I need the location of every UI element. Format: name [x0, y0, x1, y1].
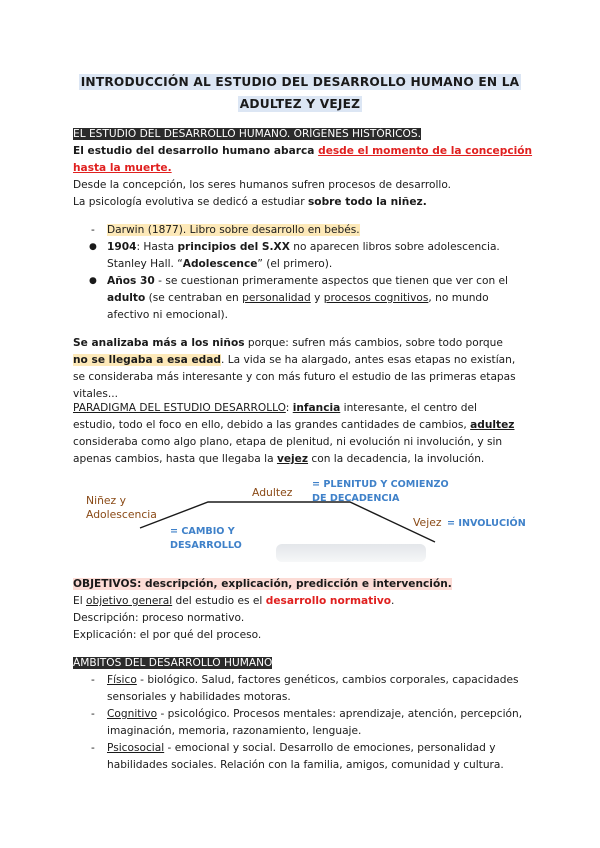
section-heading-ambitos: ÁMBITOS DEL DESARROLLO HUMANO: [73, 657, 273, 669]
ambito-physical-line-2: sensoriales y habilidades motoras.: [107, 691, 291, 703]
list-item-30s-line-2: adulto (se centraban en personalidad y procesos cognitivos, no mundo: [107, 292, 489, 304]
note-change-line-1: = CAMBIO Y: [170, 526, 235, 537]
note-change-line-2: DESARROLLO: [170, 540, 242, 551]
note-plenitude-line-2: DE DECADENCIA: [312, 493, 400, 504]
ambito-cognitive-line-1: Cognitivo - psicológico. Procesos mentales: aprendizaje, atención, percepción,: [107, 708, 523, 720]
list-marker-bullet: ●: [89, 242, 97, 252]
ambito-cognitive-line-2: imaginación, memoria, razonamiento, lenguaje.: [107, 725, 362, 737]
list-item-1904-line-2: Stanley Hall. “Adolescence” (el primero).: [107, 258, 333, 270]
lifespan-diagram: [80, 470, 526, 560]
paragraph-paradigm-line-2: estudio, todo el foco en ello, debido a las grandes cantidades de cambios, adultez: [73, 419, 515, 431]
paragraph-children-line-4: vitales...: [73, 388, 118, 400]
list-marker-dash: -: [91, 708, 95, 720]
paragraph-scope-line-2: hasta la muerte.: [73, 162, 172, 174]
objective-general: El objetivo general del estudio es el desarrollo normativo.: [73, 595, 395, 607]
list-marker-dash: -: [91, 674, 95, 686]
note-plenitude-line-1: = PLENITUD Y COMIENZO: [312, 479, 449, 490]
faded-image-fragment: [276, 544, 426, 562]
stage-adulthood: Adultez: [252, 486, 293, 499]
list-marker-dash: -: [91, 224, 95, 236]
page-title-line-2: ADULTEZ Y VEJEZ: [239, 97, 361, 111]
note-involution: = INVOLUCIÓN: [447, 518, 526, 529]
list-marker-dash: -: [91, 742, 95, 754]
list-item-darwin: Darwin (1877). Libro sobre desarrollo en bebés.: [107, 224, 360, 236]
page-title-line-1: INTRODUCCIÓN AL ESTUDIO DEL DESARROLLO HUMANO EN LA: [80, 75, 520, 89]
paragraph-children-line-1: Se analizaba más a los niños porque: sufren más cambios, sobre todo porque: [73, 337, 503, 349]
paragraph-conception: Desde la concepción, los seres humanos sufren procesos de desarrollo.: [73, 179, 452, 191]
list-item-30s-line-3: afectivo ni emocional).: [107, 309, 229, 321]
ambito-psychosocial-line-2: habilidades sociales. Relación con la familia, amigos, comunidad y cultura.: [107, 759, 504, 771]
ambito-psychosocial-line-1: Psicosocial - emocional y social. Desarrollo de emociones, personalidad y: [107, 742, 496, 754]
stage-childhood-line-2: Adolescencia: [86, 508, 157, 521]
paragraph-paradigm-line-4: apenas cambios, hasta que llegaba la vejez con la decadencia, la involución.: [73, 453, 485, 465]
list-item-1904-line-1: 1904: Hasta principios del S.XX no aparecen libros sobre adolescencia.: [107, 241, 500, 253]
paragraph-evolutive: La psicología evolutiva se dedicó a estudiar sobre todo la niñez.: [73, 196, 427, 208]
list-marker-bullet: ●: [89, 276, 97, 286]
list-item-30s-line-1: Años 30 - se cuestionan primeramente aspectos que tienen que ver con el: [107, 275, 509, 287]
paragraph-scope-line-1: El estudio del desarrollo humano abarca desde el momento de la concepción: [73, 145, 533, 157]
objective-explanation: Explicación: el por qué del proceso.: [73, 629, 262, 641]
paragraph-children-line-3: se consideraba más interesante y con más futuro el estudio de las primeras etapas: [73, 371, 516, 383]
paragraph-children-line-2: no se llegaba a esa edad. La vida se ha alargado, antes esas etapas no existían,: [73, 354, 516, 366]
paragraph-paradigm-line-1: PARADIGMA DEL ESTUDIO DESARROLLO: infancia interesante, el centro del: [73, 402, 477, 414]
stage-old-age: Vejez: [413, 516, 442, 529]
ambito-physical-line-1: Físico - biológico. Salud, factores genéticos, cambios corporales, capacidades: [107, 674, 519, 686]
stage-childhood-line-1: Niñez y: [86, 494, 127, 507]
paragraph-paradigm-line-3: consideraba como algo plano, etapa de plenitud, ni evolución ni involución, y sin: [73, 436, 503, 448]
objective-description: Descripción: proceso normativo.: [73, 612, 245, 624]
section-heading-origins: EL ESTUDIO DEL DESARROLLO HUMANO. ORÍGENES HISTÓRICOS.: [73, 128, 421, 140]
section-heading-objectives: OBJETIVOS: descripción, explicación, predicción e intervención.: [73, 578, 452, 590]
